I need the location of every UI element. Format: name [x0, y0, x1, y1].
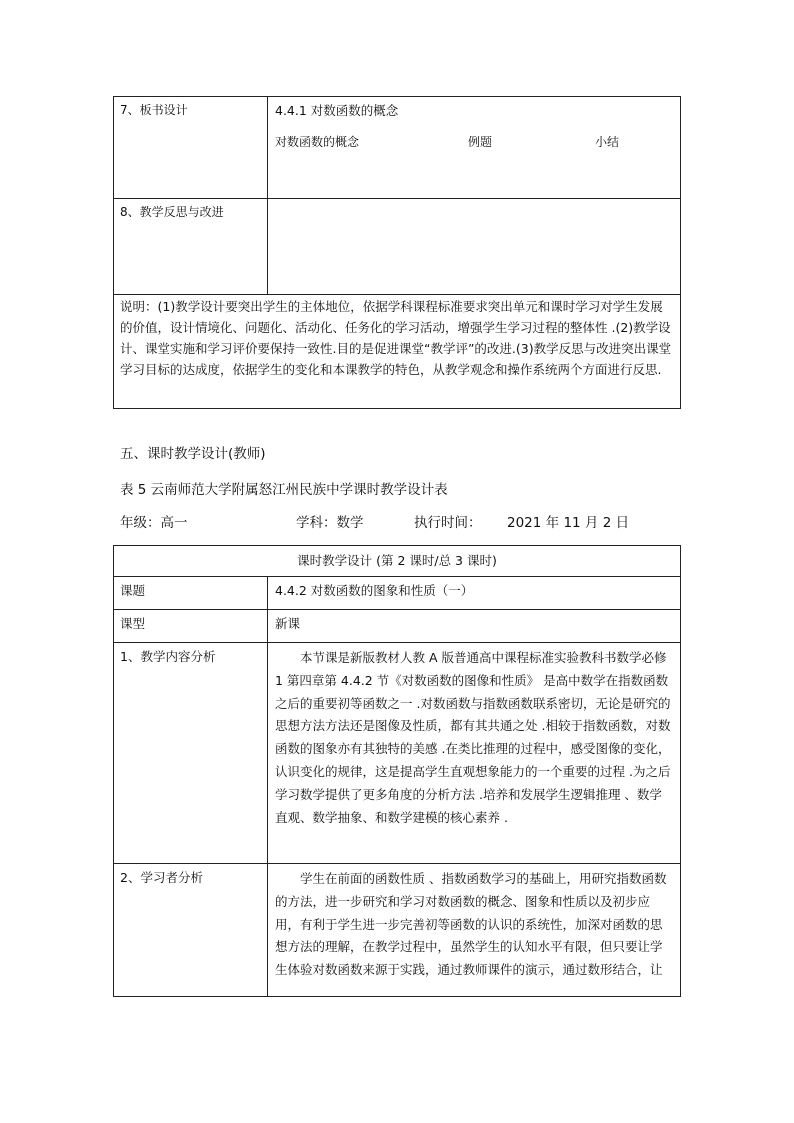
content-analysis-text: 本节课是新版教材人教 A 版普通高中课程标准实验教科书数学必修 1 第四章第 4.4.2 节《对数函数的图像和性质》 是高中数学在指数函数之后的重要初等函数之一 .对数函数与指数函数联系密切，无论是研究的思想方法方法还是图像及性质，都有其共通之处 .相较于指数函数，对数函数的图象亦有其独特的美感 .在类比推理的过程中，感受图像的变化，认识变化的规律，这是提高学生直观想象能力的一个重要的过程 .为之后学习数学提供了更多角度的分析方法 .培养和发展学生逻辑推理 、数学直观、数学抽象、和数学建模的核心素养 . — [275, 650, 671, 825]
grade-field: 年级：高一 — [120, 515, 188, 531]
content-analysis-label: 1、教学内容分析 — [114, 643, 268, 864]
learner-analysis-cell — [268, 864, 681, 997]
board-item-examples: 例题 — [468, 135, 493, 149]
board-design-cell — [268, 97, 681, 199]
board-design-label: 7、板书设计 — [114, 97, 268, 199]
notes-cell: 说明：(1)教学设计要突出学生的主体地位，依据学科课程标准要求突出单元和课时学习对学生发展的价值，设计情境化、问题化、活动化、任务化的学习活动，增强学生学习过程的整体性 .(2)教学设计、课堂实施和学习评价要保持一致性.目的是促进课堂“教学评”的改进.(3)教学反思与改进突出课堂学习目标的达成度，依据学生的变化和本课教学的特色，从教学观念和操作系统两个方面进行反思. — [114, 295, 681, 409]
board-item-concept: 对数函数的概念 — [275, 135, 360, 149]
lesson-design-table — [113, 545, 681, 997]
reflection-label: 8、教学反思与改进 — [114, 199, 268, 295]
design-table-continued — [113, 96, 681, 409]
lesson-type-value: 新课 — [268, 610, 681, 643]
subject-field: 学科：数学 — [296, 515, 364, 531]
time-label: 执行时间： — [414, 515, 482, 531]
section-heading: 五、课时教学设计(教师) — [120, 446, 266, 462]
table-caption: 表 5 云南师范大学附属怒江州民族中学课时教学设计表 — [120, 482, 448, 498]
content-analysis-cell — [268, 643, 681, 864]
board-design-items — [275, 133, 673, 150]
learner-analysis-label: 2、学习者分析 — [114, 864, 268, 997]
lesson-header: 课时教学设计 (第 2 课时/总 3 课时) — [114, 546, 681, 577]
date-field: 2021 年 11 月 2 日 — [507, 515, 630, 531]
learner-analysis-text: 学生在前面的函数性质 、指数函数学习的基础上，用研究指数函数的方法，进一步研究和学习对数函数的概念、图象和性质以及初步应用，有利于学生进一步完善初等函数的认识的系统性，加深对函数的思想方法的理解，在教学过程中，虽然学生的认知水平有限，但只要让学生体验对数函数来源于实践，通过教师课件的演示，通过数形结合，让 — [275, 871, 667, 978]
reflection-cell — [268, 199, 681, 295]
topic-value: 4.4.2 对数函数的图象和性质（一） — [268, 577, 681, 610]
lesson-type-label: 课型 — [114, 610, 268, 643]
board-item-summary: 小结 — [595, 135, 620, 149]
topic-label: 课题 — [114, 577, 268, 610]
board-design-title: 4.4.1 对数函数的概念 — [275, 103, 399, 118]
